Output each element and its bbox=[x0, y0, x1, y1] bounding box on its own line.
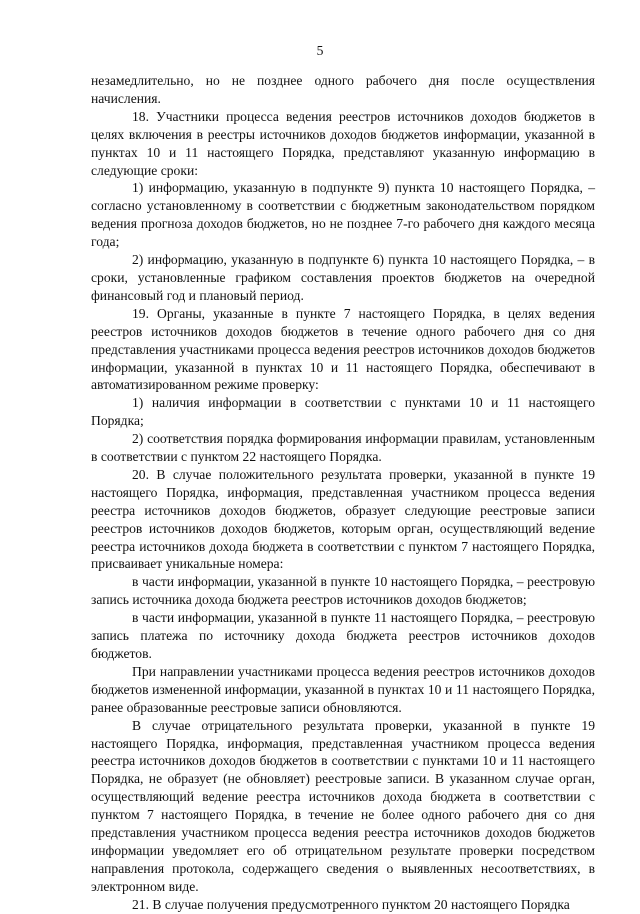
document-body bbox=[91, 72, 595, 914]
paragraph: незамедлительно, но не позднее одного рабочего дня после осуществления начисления. bbox=[91, 73, 595, 106]
paragraph: 1) информацию, указанную в подпункте 9) пункта 10 настоящего Порядка, – согласно установленному в соответствии с бюджетным законодательством порядком ведения прогноза доходов бюджетов, но не позднее 7-го рабочего дня каждого месяца года; bbox=[91, 180, 595, 250]
paragraph: в части информации, указанной в пункте 11 настоящего Порядка, – реестровую запись платежа по источнику дохода бюджета реестров источников доходов бюджетов. bbox=[91, 610, 595, 661]
paragraph: 2) информацию, указанную в подпункте 6) пункта 10 настоящего Порядка, – в сроки, установленные графиком составления проектов бюджетов на очередной финансовый год и плановый период. bbox=[91, 252, 595, 303]
paragraph: 20. В случае положительного результата проверки, указанной в пункте 19 настоящего Порядка, информация, представленная участником процесса ведения реестра источников доходов бюджетов, образует следующие реестровые записи реестров источников доходов бюджетов, которым орган, осуществляющий ведение реестра источников дохода бюджета в соответствии с пунктом 7 настоящего Порядка, присваивает уникальные номера: bbox=[91, 466, 595, 572]
paragraph: 1) наличия информации в соответствии с пунктами 10 и 11 настоящего Порядка; bbox=[91, 395, 595, 429]
paragraph: в части информации, указанной в пункте 10 настоящего Порядка, – реестровую запись источника дохода бюджета реестров источников доходов бюджетов; bbox=[91, 574, 595, 608]
paragraph: 19. Органы, указанные в пункте 7 настоящего Порядка, в целях ведения реестров источников доходов бюджетов в течение одного рабочего дня со дня представления участниками процесса ведения реестров источников доходов бюджетов информации, указанной в пунктах 10 и 11 настоящего Порядка, обеспечивают в автоматизированном режиме проверку: bbox=[91, 305, 595, 393]
paragraph: 18. Участники процесса ведения реестров источников доходов бюджетов в целях включения в реестры источников доходов бюджетов информации, указанной в пунктах 10 и 11 настоящего Порядка, представляют указанную информацию в следующие сроки: bbox=[91, 108, 595, 178]
paragraph: При направлении участниками процесса ведения реестров источников доходов бюджетов измененной информации, указанной в пунктах 10 и 11 настоящего Порядка, ранее образованные реестровые записи обновляются. bbox=[91, 663, 595, 715]
paragraph: 21. В случае получения предусмотренного пунктом 20 настоящего Порядка bbox=[132, 896, 570, 912]
page-number: 5 bbox=[316, 43, 324, 58]
paragraph: В случае отрицательного результата проверки, указанной в пункте 19 настоящего Порядка, информация, представленная участником процесса ведения реестра источников доходов бюджетов в соответствии с пунктами 10 и 11 настоящего Порядка, не образует (не обновляет) реестровые записи. В указанном случае орган, осуществляющий ведение реестра источников дохода бюджета в соответствии с пунктом 7 настоящего Порядка, в течение не более одного рабочего дня со дня представления участником процесса ведения реестра источников доходов бюджетов информации уведомляет его об отрицательном результате проверки посредством направления протокола, содержащего сведения о выявленных несоответствиях, в электронном виде. bbox=[91, 717, 595, 894]
paragraph: 2) соответствия порядка формирования информации правилам, установленным в соответствии с пунктом 22 настоящего Порядка. bbox=[91, 431, 595, 465]
